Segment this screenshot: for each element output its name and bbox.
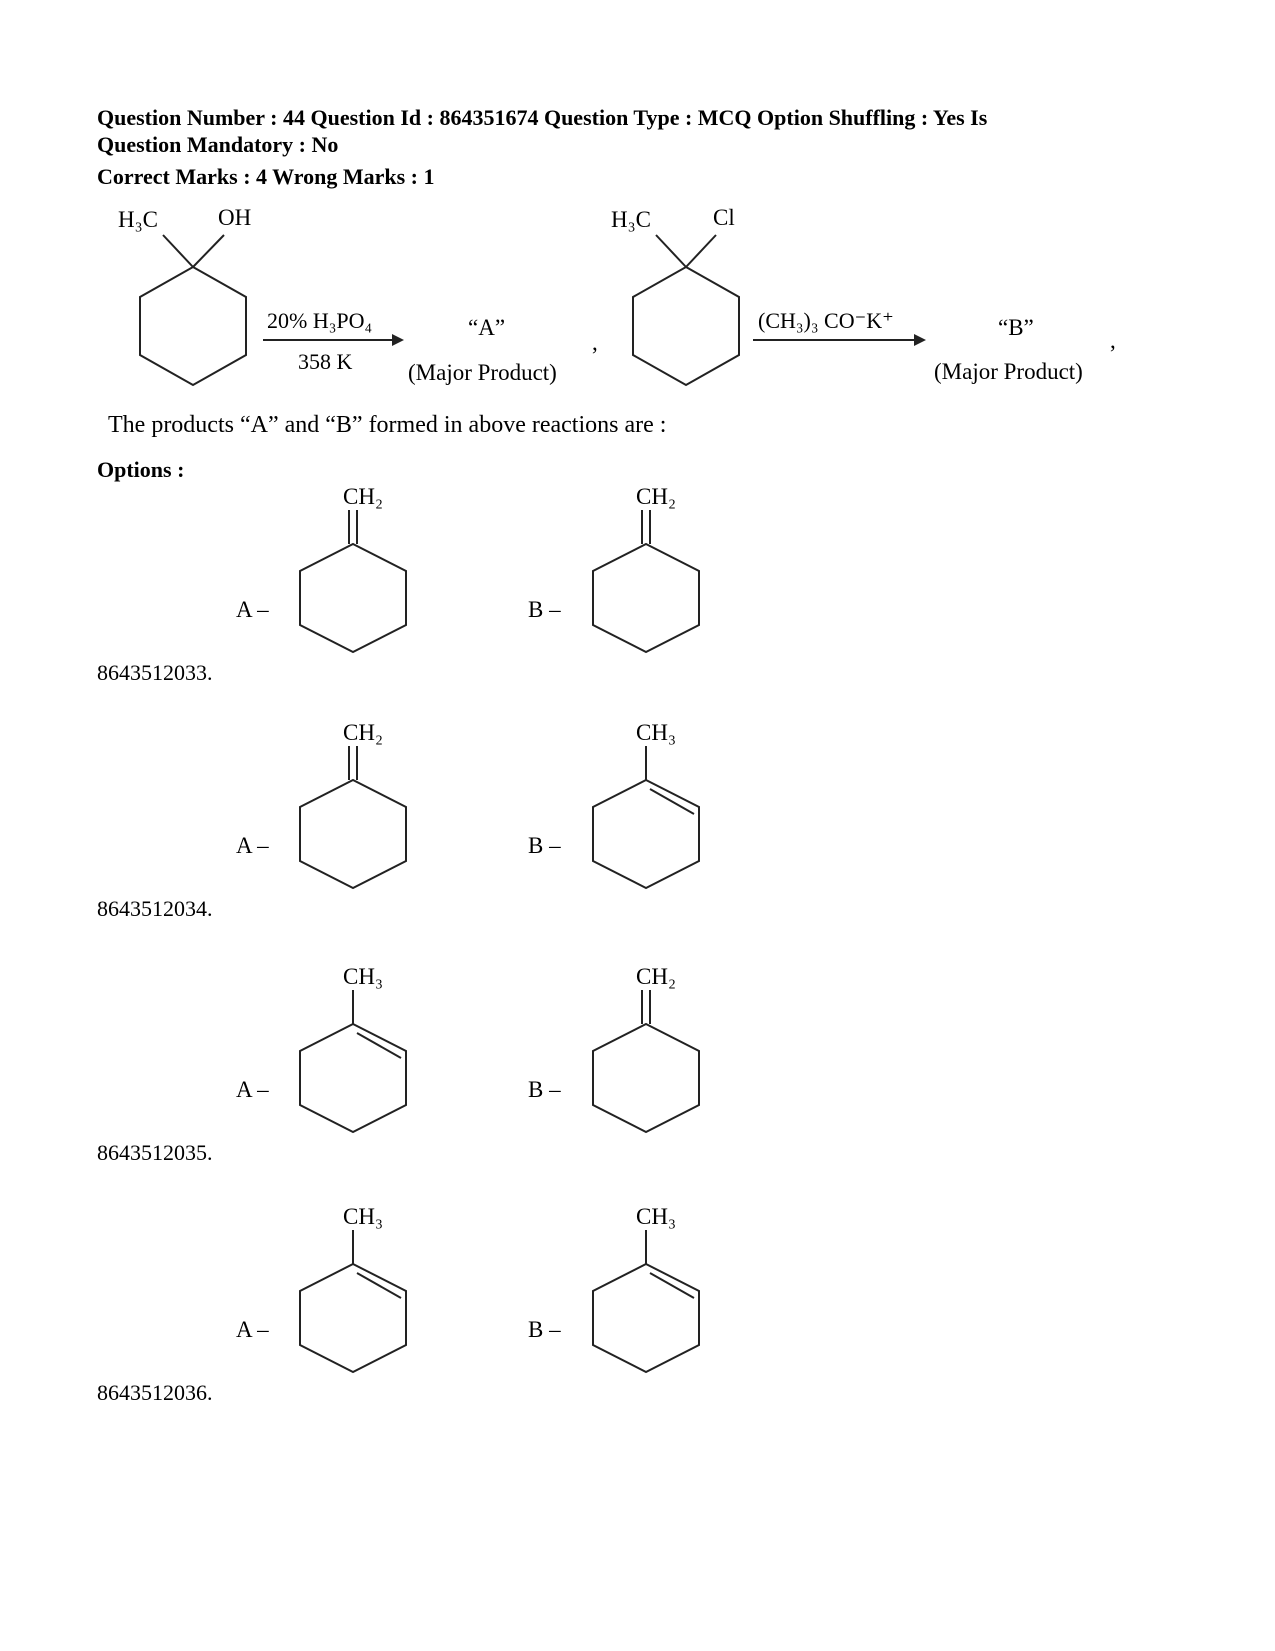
option-id[interactable]: 8643512033.: [97, 660, 213, 685]
product-b-label: “B”: [998, 315, 1034, 340]
substituent-label: H₃C: [611, 207, 651, 232]
cyclohexane-ring: [593, 1264, 699, 1372]
option-structures: [0, 1200, 800, 1390]
cyclohexane-ring: [633, 267, 739, 385]
option-id[interactable]: 8643512035.: [97, 1140, 213, 1165]
question-text: The products “A” and “B” formed in above reactions are :: [108, 412, 667, 438]
product-b-tag: B –: [528, 1317, 561, 1342]
substituent-label: CH₂: [636, 484, 676, 509]
substituent-label: CH₃: [636, 720, 676, 745]
product-a-tag: A –: [236, 597, 269, 622]
option-id[interactable]: 8643512034.: [97, 896, 213, 921]
option-structures: [0, 960, 800, 1150]
reagent-label: 20% H₃PO₄: [267, 308, 373, 333]
substituent-label: H₃C: [118, 207, 158, 232]
question-meta-line2: Question Mandatory : No: [97, 132, 339, 157]
substituent-label: CH₃: [343, 964, 383, 989]
reagent-label: (CH₃)₃ CO⁻K⁺: [758, 308, 894, 333]
major-product-note: (Major Product): [934, 359, 1083, 384]
question-meta-line1: Question Number : 44 Question Id : 864351674 Question Type : MCQ Option Shuffling : Yes Is: [97, 105, 988, 130]
substituent-label: CH₂: [343, 484, 383, 509]
marks-line: Correct Marks : 4 Wrong Marks : 1: [97, 164, 435, 189]
substituent-label: CH₂: [343, 720, 383, 745]
cyclohexane-ring: [300, 1024, 406, 1132]
cyclohexane-ring: [300, 780, 406, 888]
options-label: Options :: [97, 457, 185, 482]
option-structures: [0, 480, 800, 670]
cyclohexane-ring: [140, 267, 246, 385]
arrow-head: [914, 334, 926, 346]
cyclohexane-ring: [300, 544, 406, 652]
separator-comma: ,: [592, 330, 598, 355]
cyclohexane-ring: [593, 1024, 699, 1132]
product-b-tag: B –: [528, 833, 561, 858]
product-b-tag: B –: [528, 1077, 561, 1102]
major-product-note: (Major Product): [408, 360, 557, 385]
substituent-label: CH₃: [636, 1204, 676, 1229]
separator-comma: ,: [1110, 328, 1116, 353]
product-a-label: “A”: [468, 315, 506, 340]
cyclohexane-ring: [593, 780, 699, 888]
substituent-label: CH₂: [636, 964, 676, 989]
product-a-tag: A –: [236, 1317, 269, 1342]
option-structures: [0, 716, 800, 906]
cyclohexane-ring: [593, 544, 699, 652]
product-a-tag: A –: [236, 1077, 269, 1102]
condition-label: 358 K: [298, 349, 353, 374]
product-b-tag: B –: [528, 597, 561, 622]
arrow-head: [392, 334, 404, 346]
substituent-label: Cl: [713, 205, 735, 230]
cyclohexane-ring: [300, 1264, 406, 1372]
option-id[interactable]: 8643512036.: [97, 1380, 213, 1405]
product-a-tag: A –: [236, 833, 269, 858]
substituent-label: CH₃: [343, 1204, 383, 1229]
substituent-label: OH: [218, 205, 252, 230]
